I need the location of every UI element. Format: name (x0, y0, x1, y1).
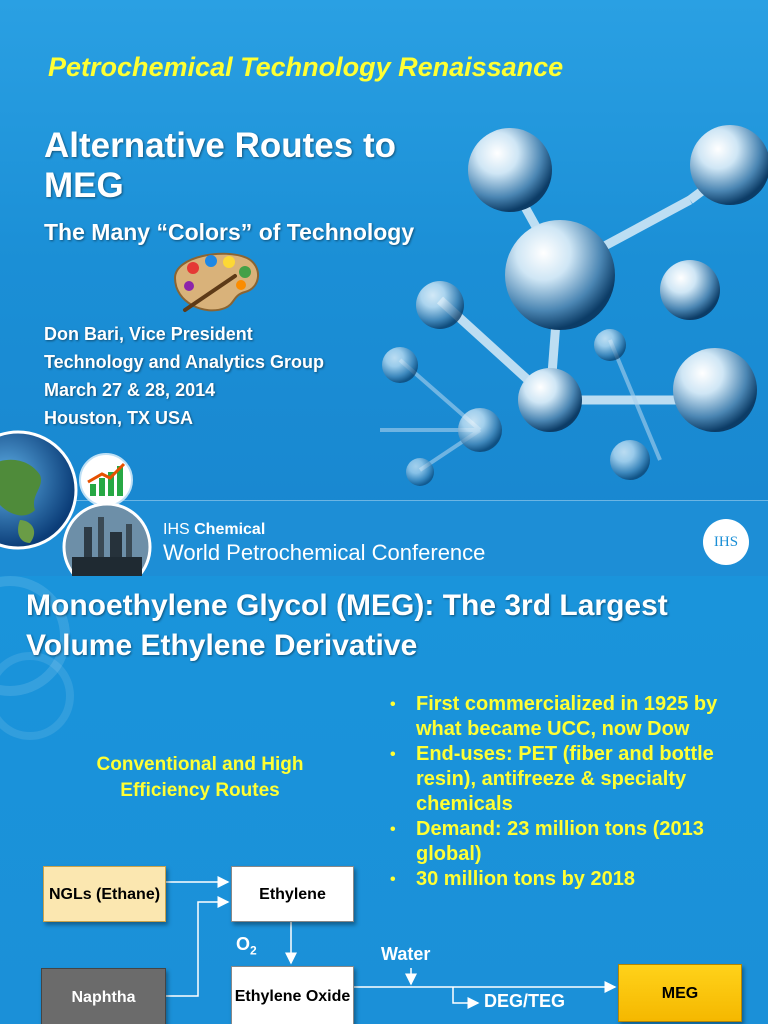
growth-chart-icon (78, 452, 134, 508)
bullet-history: • First commercialized in 1925 by what became UCC, now Dow (386, 692, 756, 742)
ngl-feed-box: NGLs (Ethane) (43, 866, 166, 922)
content-slide (0, 576, 768, 1024)
slide-title: Monoethylene Glycol (MEG): The 3rd Largest Volume Ethylene Derivative (26, 589, 668, 662)
meg-product-box: MEG (618, 964, 742, 1022)
bullet-demand: • Demand: 23 million tons (2013 global) (386, 817, 756, 867)
author-group: Technology and Analytics Group (44, 352, 325, 372)
naphtha-feed-box: Naphtha (41, 968, 166, 1024)
event-date: March 27 & 28, 2014 (44, 380, 216, 400)
ethylene-box: Ethylene (231, 866, 354, 922)
author-name: Don Bari, Vice President (44, 324, 253, 344)
ihs-logo: IHS (703, 519, 749, 565)
conference-name: World Petrochemical Conference (163, 540, 486, 565)
routes-label: Conventional and High Efficiency Routes (96, 754, 304, 801)
ethylene-oxide-box: Ethylene Oxide (231, 966, 354, 1024)
water-label: Water (381, 944, 431, 964)
bullet-end-uses: • End-uses: PET (fiber and bottle resin), antifreeze & specialty chemicals (386, 742, 756, 817)
refinery-plant-icon (62, 502, 152, 576)
conference-subtitle: Petrochemical Technology Renaissance (48, 52, 564, 82)
oxygen-label: $O_2$ (236, 934, 257, 958)
byproducts-label: DEG/TEG (484, 991, 566, 1011)
presentation-tagline: The Many “Colors” of Technology (44, 219, 415, 245)
presentation-title: Alternative Routes to MEG (44, 126, 396, 205)
event-location: Houston, TX USA (44, 408, 193, 428)
ihs-chemical-brand: IHS Chemical (163, 521, 266, 538)
author-block (44, 320, 324, 432)
paint-palette-icon (165, 248, 265, 316)
bullet-forecast: • 30 million tons by 2018 (386, 867, 756, 892)
